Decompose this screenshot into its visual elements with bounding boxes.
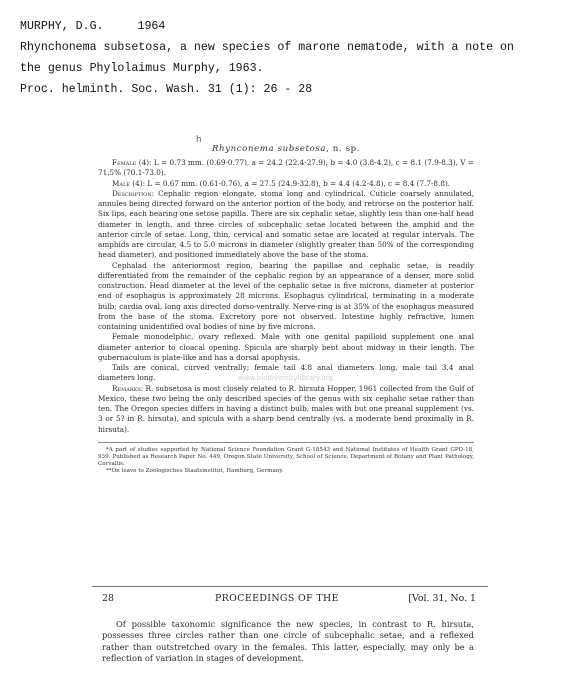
paragraph-label: Description bbox=[112, 188, 152, 198]
article-paragraph bbox=[98, 179, 474, 189]
citation-journal: Proc. helminth. Soc. Wash. 31 (1): 26 - 28 bbox=[20, 83, 313, 96]
footnote-item: **On leave to Zoologisches Staatsinstitut, Hamburg, Germany. bbox=[106, 468, 284, 475]
running-head bbox=[102, 593, 478, 607]
running-journal-title: PROCEEDINGS OF THE bbox=[215, 593, 339, 604]
footnotes bbox=[98, 442, 474, 476]
citation-block bbox=[20, 16, 580, 100]
continuation-paragraph: Of possible taxonomic significance the new species, in contrast to R. hirsuta, possesses three circles rather than one circle of subcephalic setae, and a reflexed rather than outstretched ovary in the females. This latter, especially, may only be a reflection of variation in stages of development. bbox=[102, 619, 474, 664]
watermark: www.biodiversitylibrary.org bbox=[238, 374, 333, 382]
article-paragraph bbox=[98, 384, 474, 435]
paragraph-text: : Cephalic region elongate, stoma long and cylindrical. Cuticle coarsely annulated, annules being directed forward on the anterior portion of the body, and retrorse on the posterior half. Six lips, each bearing one setose papilla. There are six cephalic setae, slightly less than one-half head diameter in length, and three circles of subcephalic setae located between the amphid and the anterior circle of setae. Long, thin, cervical and somatic setae are located at regular intervals. The amphids are circular, 4.5 to 5.0 microns in diameter (slightly greater than 50% of the corresponding head diameter), and positioned immediately above the base of the stoma. bbox=[98, 188, 474, 260]
article-paragraph bbox=[98, 261, 474, 333]
page-divider bbox=[92, 586, 488, 587]
handwritten-mark: h bbox=[196, 135, 202, 145]
paragraph-label: Male (4) bbox=[112, 178, 143, 188]
paragraph-label: Remarks bbox=[112, 383, 141, 393]
continuation-block bbox=[102, 619, 474, 665]
article-paragraph bbox=[98, 158, 474, 179]
paragraph-text: : R. subsetosa is most closely related to R. hirsuta Hopper, 1961 collected from the Gulf of Mexico, these two being the only described species of the genus with six cephalic setae rather than ten. The Oregon species differs in having a distinct bulb, males with but one preanal supplement (vs. 3 or 5? in R. hirsuta), and spicula with a sharp bend centrally (vs. a moderate bend proximally in R. hirsuta). bbox=[98, 383, 474, 434]
article-body bbox=[98, 158, 474, 435]
article-title bbox=[98, 144, 474, 154]
citation-author: MURPHY, D.G. bbox=[20, 20, 104, 33]
article-title-species: Rhynconema subsetosa, bbox=[211, 144, 330, 154]
article-page bbox=[98, 130, 474, 476]
article-title-suffix: n. sp. bbox=[332, 144, 361, 154]
citation-author-line bbox=[20, 16, 580, 37]
citation-year: 1964 bbox=[137, 20, 166, 33]
citation-title-line1: Rhynchonema subsetosa, a new species of marone nematode, with a note on bbox=[20, 41, 514, 54]
paragraph-text: : L = 0.67 mm. (0.61-0.76), a = 27.5 (24.9-32.8), b = 4.4 (4.2-4.8), c = 8.4 (7.7-8.8). bbox=[142, 178, 451, 188]
running-volume: [Vol. 31, No. 1 bbox=[408, 593, 476, 604]
article-paragraph bbox=[98, 332, 474, 363]
paragraph-text: Cephalad the anteriormost region, bearing the papillae and cephalic setae, is readily differentiated from the remainder of the cephalic region by an appearance of a denser, more solid construction. Head diameter at the level of the cephalic setae is five microns, diameter at posterior end of esophagus is approximately 28 microns. Esophagus cylindrical, terminating in a moderate bulb; cardia oval, long axis directed dorso-ventrally. Nerve-ring is at 35% of the esophagus measured from the base of the stoma. Excretory pore not observed. Intestine highly refractive, lumen containing unidentified oval bodies of nine by five microns. bbox=[98, 260, 474, 331]
paragraph-text: Female monodelphic, ovary reflexed. Male with one genital papilloid supplement one anal diameter anterior to cloacal opening. Spicula are sharply bent about midway in their length. The gubernaculum is plate-like and has a dorsal apophysis. bbox=[98, 332, 474, 362]
citation-title-line2: the genus Phylolaimus Murphy, 1963. bbox=[20, 62, 264, 75]
paragraph-text: Tails are conical, curved ventrally; female tail 4.8 anal diameters long, male tail 3.4 anal diameters long. bbox=[98, 363, 474, 383]
article-paragraph bbox=[98, 189, 474, 261]
paragraph-label: Female (4) bbox=[112, 158, 150, 167]
footnote-item: *A part of studies supported by National Science Foundation Grant G-18543 and National Institutes of Health Grant GPD-18, 939. Published as Research Paper No. 449, Oregon State University, School of Science, Department of Botany and Plant Pathology, Corvallis. bbox=[98, 446, 474, 468]
paragraph-text: : L = 0.73 mm. (0.69-0.77), a = 24.2 (22.4-27.9), b = 4.0 (3.8-4.2), c = 8.1 (7.9-8.3), V = 71.5% (70.1-73.0). bbox=[98, 158, 474, 178]
page-number: 28 bbox=[102, 593, 114, 604]
